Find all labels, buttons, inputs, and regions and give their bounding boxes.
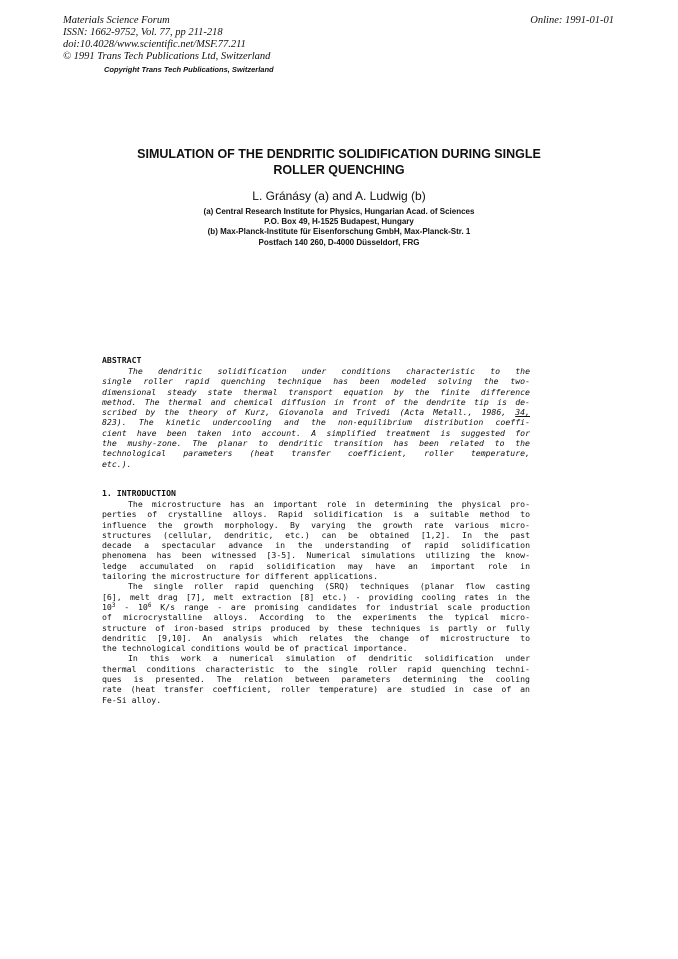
abstract-line: technological parameters (heat transfer coefficient, roller temperature, <box>102 448 530 459</box>
intro-line: structures (cellular, dendritic, etc.) can be obtained [1,2]. In the past <box>102 529 530 540</box>
abstract-line: single roller rapid quenching technique has been modeled solving the two- <box>102 376 530 387</box>
intro-line: the technological conditions would be of practical importance. <box>102 643 408 654</box>
affiliations <box>90 207 588 248</box>
affiliation-line: Postfach 140 260, D-4000 Düsseldorf, FRG <box>258 237 420 247</box>
intro-text: 10 <box>102 601 112 612</box>
intro-line: phenomena has been witnessed [3-5]. Numerical simulations utilizing the know- <box>102 550 530 561</box>
abstract-text: scribed by the theory of Kurz, Giovanola and Trivedi (Acta Metall., 1986, <box>102 407 507 418</box>
journal-header <box>63 15 270 63</box>
intro-line: ques is presented. The relation between parameters determining the cooling <box>102 674 530 685</box>
abstract-line: etc.). <box>102 458 132 469</box>
intro-line: of microcrystalline alloys. According to the experiments the typical micro- <box>102 612 530 623</box>
intro-line: rate (heat transfer coefficient, roller temperature) are studied in case of an <box>102 684 530 695</box>
issn-line: ISSN: 1662-9752, Vol. 77, pp 211-218 <box>63 27 223 38</box>
abstract-line: 823). The kinetic undercooling and the non-equilibrium distribution coeffi- <box>102 417 530 428</box>
intro-line: Fe-Si alloy. <box>102 694 162 705</box>
abstract-body <box>102 366 530 469</box>
doi-line: doi:10.4028/www.scientific.net/MSF.77.211 <box>63 39 246 50</box>
abstract-line <box>102 407 530 417</box>
intro-line: decade a spectacular advance in the understanding of rapid solidification <box>102 540 530 551</box>
copyright-line: © 1991 Trans Tech Publications Ltd, Switzerland <box>63 51 271 62</box>
intro-line: perties of crystalline alloys. Rapid solidification is a suitable method to <box>102 509 530 520</box>
paper-title <box>90 146 588 178</box>
volume-number: 34, <box>515 407 530 418</box>
affiliation-line: P.O. Box 49, H-1525 Budapest, Hungary <box>264 217 414 227</box>
intro-line <box>102 602 530 612</box>
affiliation-line: (b) Max-Planck-Institute für Eisenforschung GmbH, Max-Planck-Str. 1 <box>207 227 471 237</box>
intro-line: [6], melt drag [7], melt extraction [8] etc.) - providing cooling rates in the <box>102 591 530 602</box>
introduction-body <box>102 499 530 705</box>
abstract-line: The dendritic solidification under conditions characteristic to the <box>128 366 530 376</box>
abstract-line: dimensional steady state thermal transport equation by the finite difference <box>102 386 530 397</box>
abstract-line: cient have been taken into account. A simplified treatment is suggested for <box>102 427 530 438</box>
intro-line: The microstructure has an important role in determining the physical pro- <box>128 499 530 509</box>
authors: L. Gránásy (a) and A. Ludwig (b) <box>252 189 426 203</box>
title-line: ROLLER QUENCHING <box>273 163 405 177</box>
intro-text: - 10 <box>115 601 148 612</box>
exponent: 3 <box>111 601 116 609</box>
abstract-heading: ABSTRACT <box>102 355 142 365</box>
copyright-stamp: Copyright Trans Tech Publications, Switzerland <box>104 65 274 74</box>
intro-line: dendritic [9,10]. An analysis which relates the change of microstructure to <box>102 632 530 643</box>
exponent: 6 <box>147 601 152 609</box>
intro-line: ledge accumulated on rapid solidification may have an important role in <box>102 560 530 571</box>
intro-line: tailoring the microstructure for different applications. <box>102 571 379 582</box>
intro-line: thermal conditions characteristic to the single roller rapid quenching techni- <box>102 663 530 674</box>
online-date: Online: 1991-01-01 <box>530 15 614 26</box>
abstract-line: method. The thermal and chemical diffusion in front of the dendrite tip is de- <box>102 396 530 407</box>
affiliation-line: (a) Central Research Institute for Physics, Hungarian Acad. of Sciences <box>203 207 475 216</box>
journal-name: Materials Science Forum <box>63 15 170 26</box>
intro-line: In this work a numerical simulation of dendritic solidification under <box>128 653 530 664</box>
abstract-line: the mushy-zone. The planar to dendritic transition has been related to the <box>102 438 530 449</box>
intro-text: K/s range - are promising candidates for industrial scale production <box>151 601 530 612</box>
intro-line: influence the growth morphology. By varying the growth rate various micro- <box>102 519 530 530</box>
intro-line: The single roller rapid quenching (SRQ) techniques (planar flow casting <box>128 581 530 592</box>
intro-line: structure of iron-based strips produced by these techniques is partly or fully <box>102 622 530 633</box>
title-line: SIMULATION OF THE DENDRITIC SOLIDIFICATION DURING SINGLE <box>137 147 541 161</box>
introduction-heading: 1. INTRODUCTION <box>102 488 176 498</box>
